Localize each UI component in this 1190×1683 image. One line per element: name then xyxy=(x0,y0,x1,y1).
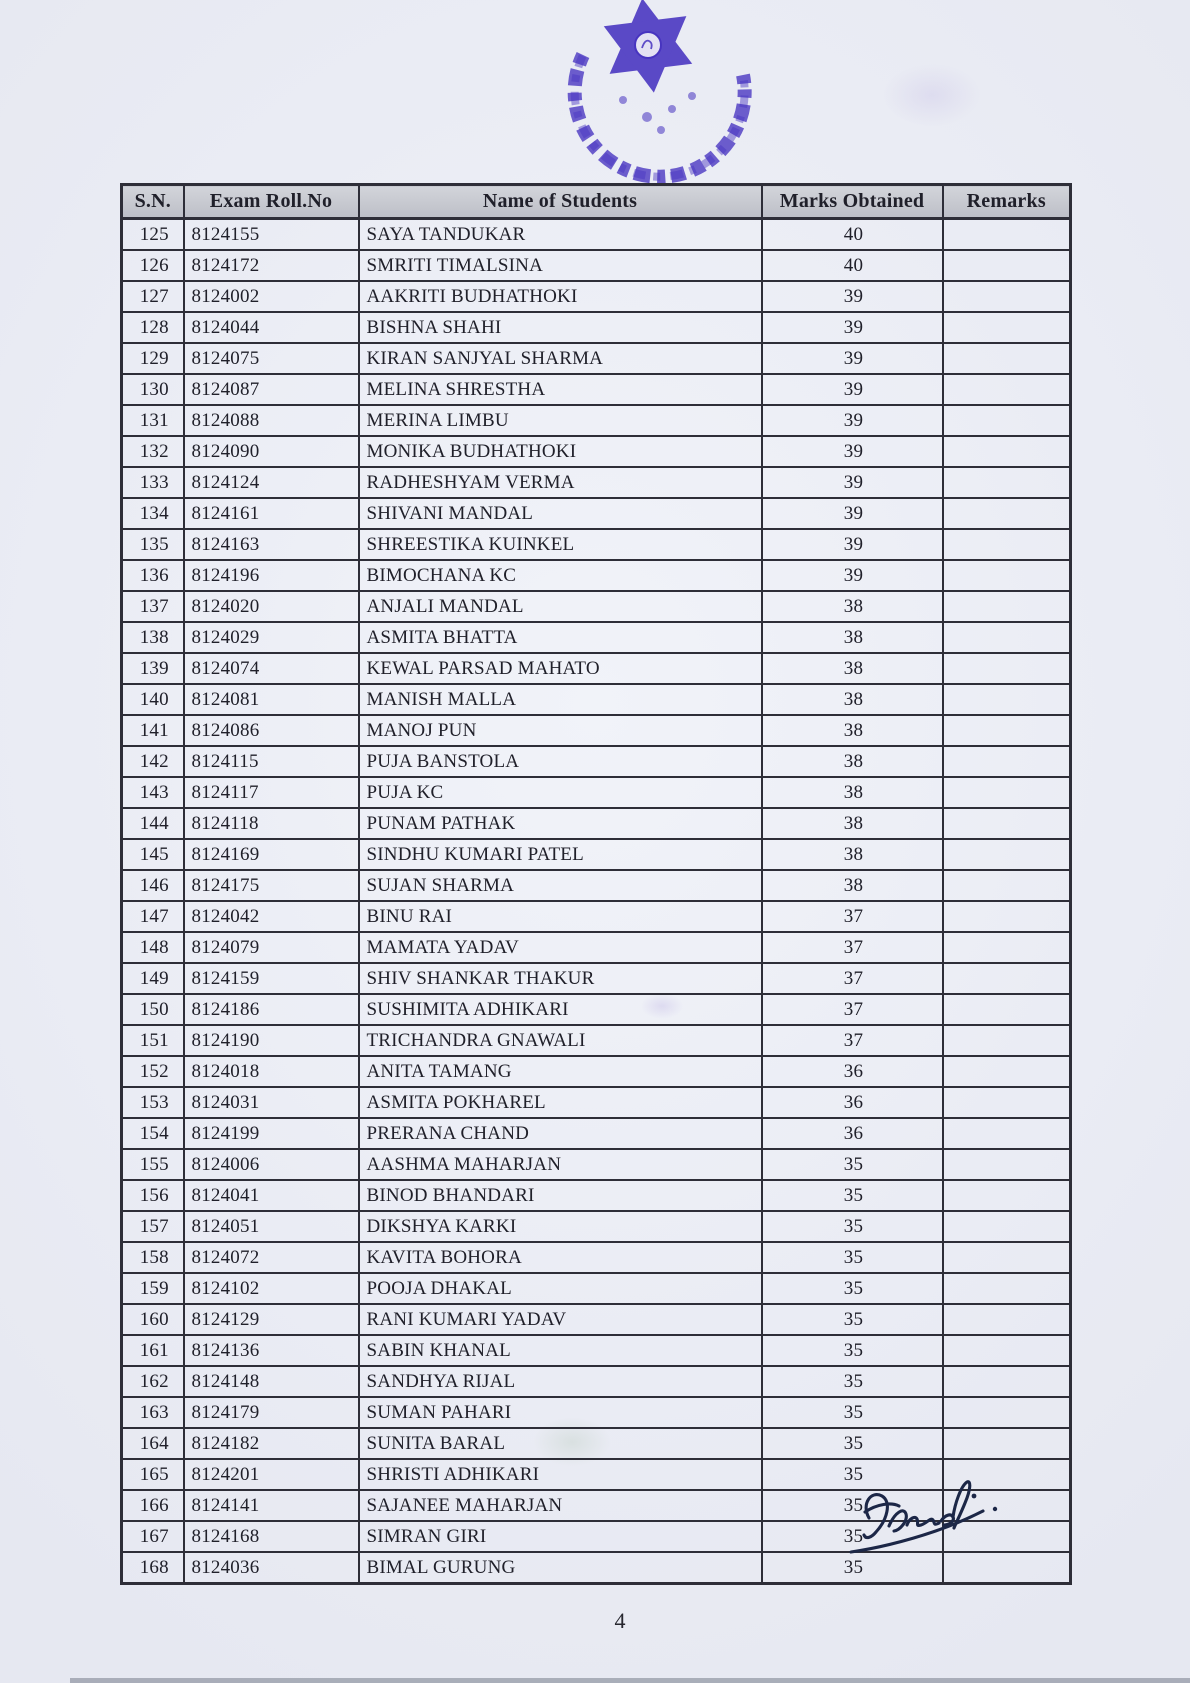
sn-cell: 148 xyxy=(122,932,184,963)
marks-cell: 35 xyxy=(762,1211,943,1242)
roll-cell: 8124041 xyxy=(184,1180,359,1211)
sn-cell: 125 xyxy=(122,219,184,251)
roll-cell: 8124002 xyxy=(184,281,359,312)
sn-cell: 133 xyxy=(122,467,184,498)
name-cell: BISHNA SHAHI xyxy=(359,312,762,343)
sn-cell: 161 xyxy=(122,1335,184,1366)
name-cell: KAVITA BOHORA xyxy=(359,1242,762,1273)
sn-cell: 168 xyxy=(122,1552,184,1584)
sn-cell: 138 xyxy=(122,622,184,653)
sn-cell: 144 xyxy=(122,808,184,839)
roll-cell: 8124136 xyxy=(184,1335,359,1366)
roll-cell: 8124086 xyxy=(184,715,359,746)
sn-cell: 132 xyxy=(122,436,184,467)
name-cell: MANOJ PUN xyxy=(359,715,762,746)
name-cell: SAJANEE MAHARJAN xyxy=(359,1490,762,1521)
sn-cell: 149 xyxy=(122,963,184,994)
marks-cell: 35 xyxy=(762,1459,943,1490)
remarks-cell xyxy=(943,1025,1071,1056)
name-cell: MERINA LIMBU xyxy=(359,405,762,436)
sn-cell: 158 xyxy=(122,1242,184,1273)
name-cell: PUJA BANSTOLA xyxy=(359,746,762,777)
remarks-cell xyxy=(943,1211,1071,1242)
roll-cell: 8124124 xyxy=(184,467,359,498)
roll-cell: 8124029 xyxy=(184,622,359,653)
sn-cell: 131 xyxy=(122,405,184,436)
roll-cell: 8124161 xyxy=(184,498,359,529)
name-cell: KEWAL PARSAD MAHATO xyxy=(359,653,762,684)
table-row xyxy=(122,560,1071,591)
name-cell: DIKSHYA KARKI xyxy=(359,1211,762,1242)
table-row xyxy=(122,622,1071,653)
sn-cell: 163 xyxy=(122,1397,184,1428)
marks-cell: 38 xyxy=(762,715,943,746)
remarks-cell xyxy=(943,839,1071,870)
name-cell: TRICHANDRA GNAWALI xyxy=(359,1025,762,1056)
marks-cell: 36 xyxy=(762,1087,943,1118)
marks-cell: 38 xyxy=(762,839,943,870)
roll-cell: 8124079 xyxy=(184,932,359,963)
roll-cell: 8124129 xyxy=(184,1304,359,1335)
marks-cell: 39 xyxy=(762,281,943,312)
remarks-cell xyxy=(943,436,1071,467)
remarks-cell xyxy=(943,808,1071,839)
sn-cell: 140 xyxy=(122,684,184,715)
remarks-cell xyxy=(943,932,1071,963)
marks-cell: 37 xyxy=(762,1025,943,1056)
marks-cell: 39 xyxy=(762,312,943,343)
roll-cell: 8124102 xyxy=(184,1273,359,1304)
ink-stamp-icon xyxy=(553,0,765,192)
table-row xyxy=(122,1118,1071,1149)
roll-cell: 8124006 xyxy=(184,1149,359,1180)
marks-cell: 38 xyxy=(762,591,943,622)
name-cell: PUNAM PATHAK xyxy=(359,808,762,839)
table-row xyxy=(122,1428,1071,1459)
name-cell: SABIN KHANAL xyxy=(359,1335,762,1366)
sn-cell: 157 xyxy=(122,1211,184,1242)
sn-cell: 128 xyxy=(122,312,184,343)
remarks-cell xyxy=(943,746,1071,777)
roll-cell: 8124036 xyxy=(184,1552,359,1584)
remarks-cell xyxy=(943,1428,1071,1459)
remarks-cell xyxy=(943,715,1071,746)
remarks-cell xyxy=(943,529,1071,560)
name-cell: SIMRAN GIRI xyxy=(359,1521,762,1552)
marks-cell: 38 xyxy=(762,622,943,653)
name-cell: ANITA TAMANG xyxy=(359,1056,762,1087)
roll-cell: 8124075 xyxy=(184,343,359,374)
sn-cell: 139 xyxy=(122,653,184,684)
roll-cell: 8124072 xyxy=(184,1242,359,1273)
sn-cell: 143 xyxy=(122,777,184,808)
name-cell: SAYA TANDUKAR xyxy=(359,219,762,251)
name-cell: BIMAL GURUNG xyxy=(359,1552,762,1584)
marks-cell: 40 xyxy=(762,250,943,281)
column-header-roll: Exam Roll.No xyxy=(184,185,359,219)
roll-cell: 8124051 xyxy=(184,1211,359,1242)
marks-cell: 38 xyxy=(762,746,943,777)
name-cell: SHIVANI MANDAL xyxy=(359,498,762,529)
name-cell: PUJA KC xyxy=(359,777,762,808)
remarks-cell xyxy=(943,281,1071,312)
marks-cell: 35 xyxy=(762,1428,943,1459)
table-row xyxy=(122,932,1071,963)
name-cell: MONIKA BUDHATHOKI xyxy=(359,436,762,467)
marks-cell: 37 xyxy=(762,963,943,994)
sn-cell: 142 xyxy=(122,746,184,777)
name-cell: RADHESHYAM VERMA xyxy=(359,467,762,498)
marks-cell: 35 xyxy=(762,1335,943,1366)
name-cell: ASMITA POKHAREL xyxy=(359,1087,762,1118)
table-row xyxy=(122,1180,1071,1211)
table-row xyxy=(122,684,1071,715)
name-cell: BIMOCHANA KC xyxy=(359,560,762,591)
roll-cell: 8124196 xyxy=(184,560,359,591)
marks-cell: 38 xyxy=(762,777,943,808)
marks-cell: 37 xyxy=(762,994,943,1025)
sn-cell: 130 xyxy=(122,374,184,405)
signature-icon xyxy=(843,1472,1015,1570)
marks-cell: 37 xyxy=(762,932,943,963)
table-row xyxy=(122,870,1071,901)
table-row xyxy=(122,250,1071,281)
roll-cell: 8124118 xyxy=(184,808,359,839)
table-row xyxy=(122,1211,1071,1242)
name-cell: RANI KUMARI YADAV xyxy=(359,1304,762,1335)
sn-cell: 126 xyxy=(122,250,184,281)
table-row xyxy=(122,529,1071,560)
marks-cell: 35 xyxy=(762,1304,943,1335)
name-cell: KIRAN SANJYAL SHARMA xyxy=(359,343,762,374)
marks-cell: 35 xyxy=(762,1273,943,1304)
table-row xyxy=(122,343,1071,374)
roll-cell: 8124155 xyxy=(184,219,359,251)
marks-cell: 35 xyxy=(762,1490,943,1521)
table-row xyxy=(122,498,1071,529)
table-row xyxy=(122,1366,1071,1397)
table-row xyxy=(122,777,1071,808)
table-row xyxy=(122,963,1071,994)
sn-cell: 154 xyxy=(122,1118,184,1149)
sn-cell: 150 xyxy=(122,994,184,1025)
table-row xyxy=(122,467,1071,498)
name-cell: ASMITA BHATTA xyxy=(359,622,762,653)
remarks-cell xyxy=(943,343,1071,374)
roll-cell: 8124115 xyxy=(184,746,359,777)
table-row xyxy=(122,1304,1071,1335)
remarks-cell xyxy=(943,870,1071,901)
sn-cell: 137 xyxy=(122,591,184,622)
remarks-cell xyxy=(943,777,1071,808)
marks-cell: 39 xyxy=(762,560,943,591)
remarks-cell xyxy=(943,1149,1071,1180)
roll-cell: 8124141 xyxy=(184,1490,359,1521)
roll-cell: 8124190 xyxy=(184,1025,359,1056)
marks-cell: 35 xyxy=(762,1242,943,1273)
roll-cell: 8124020 xyxy=(184,591,359,622)
table-row xyxy=(122,839,1071,870)
table-row xyxy=(122,374,1071,405)
sn-cell: 147 xyxy=(122,901,184,932)
roll-cell: 8124186 xyxy=(184,994,359,1025)
remarks-cell xyxy=(943,994,1071,1025)
remarks-cell xyxy=(943,591,1071,622)
sn-cell: 141 xyxy=(122,715,184,746)
table-row xyxy=(122,281,1071,312)
table-row xyxy=(122,1149,1071,1180)
table-row xyxy=(122,1087,1071,1118)
roll-cell: 8124179 xyxy=(184,1397,359,1428)
name-cell: SANDHYA RIJAL xyxy=(359,1366,762,1397)
name-cell: POOJA DHAKAL xyxy=(359,1273,762,1304)
table-row xyxy=(122,653,1071,684)
sn-cell: 135 xyxy=(122,529,184,560)
roll-cell: 8124117 xyxy=(184,777,359,808)
marks-cell: 38 xyxy=(762,653,943,684)
sn-cell: 155 xyxy=(122,1149,184,1180)
roll-cell: 8124182 xyxy=(184,1428,359,1459)
roll-cell: 8124163 xyxy=(184,529,359,560)
marks-cell: 36 xyxy=(762,1118,943,1149)
sn-cell: 127 xyxy=(122,281,184,312)
remarks-cell xyxy=(943,1180,1071,1211)
marks-cell: 35 xyxy=(762,1149,943,1180)
marks-cell: 38 xyxy=(762,684,943,715)
remarks-cell xyxy=(943,1366,1071,1397)
remarks-cell xyxy=(943,1087,1071,1118)
marks-cell: 39 xyxy=(762,467,943,498)
remarks-cell xyxy=(943,250,1071,281)
name-cell: MANISH MALLA xyxy=(359,684,762,715)
table-row xyxy=(122,715,1071,746)
name-cell: SUJAN SHARMA xyxy=(359,870,762,901)
marks-cell: 38 xyxy=(762,808,943,839)
sn-cell: 166 xyxy=(122,1490,184,1521)
roll-cell: 8124088 xyxy=(184,405,359,436)
table-header-row xyxy=(122,185,1071,219)
remarks-cell xyxy=(943,467,1071,498)
marks-cell: 38 xyxy=(762,870,943,901)
column-header-sn: S.N. xyxy=(122,185,184,219)
roll-cell: 8124042 xyxy=(184,901,359,932)
table-row xyxy=(122,1242,1071,1273)
remarks-cell xyxy=(943,901,1071,932)
remarks-cell xyxy=(943,653,1071,684)
sn-cell: 159 xyxy=(122,1273,184,1304)
marks-cell: 39 xyxy=(762,374,943,405)
sn-cell: 164 xyxy=(122,1428,184,1459)
name-cell: ANJALI MANDAL xyxy=(359,591,762,622)
table-row xyxy=(122,591,1071,622)
roll-cell: 8124074 xyxy=(184,653,359,684)
name-cell: AASHMA MAHARJAN xyxy=(359,1149,762,1180)
table-row xyxy=(122,436,1071,467)
name-cell: SINDHU KUMARI PATEL xyxy=(359,839,762,870)
table-row xyxy=(122,901,1071,932)
roll-cell: 8124031 xyxy=(184,1087,359,1118)
marks-cell: 39 xyxy=(762,405,943,436)
roll-cell: 8124087 xyxy=(184,374,359,405)
table-row xyxy=(122,1056,1071,1087)
name-cell: SUSHIMITA ADHIKARI xyxy=(359,994,762,1025)
name-cell: SUNITA BARAL xyxy=(359,1428,762,1459)
marks-cell: 37 xyxy=(762,901,943,932)
remarks-cell xyxy=(943,1273,1071,1304)
table-row xyxy=(122,994,1071,1025)
remarks-cell xyxy=(943,1242,1071,1273)
results-table xyxy=(120,183,1072,1585)
remarks-cell xyxy=(943,963,1071,994)
roll-cell: 8124081 xyxy=(184,684,359,715)
table-row xyxy=(122,312,1071,343)
sn-cell: 160 xyxy=(122,1304,184,1335)
roll-cell: 8124168 xyxy=(184,1521,359,1552)
name-cell: SHIV SHANKAR THAKUR xyxy=(359,963,762,994)
sn-cell: 165 xyxy=(122,1459,184,1490)
remarks-cell xyxy=(943,405,1071,436)
marks-cell: 40 xyxy=(762,219,943,251)
marks-cell: 39 xyxy=(762,498,943,529)
remarks-cell xyxy=(943,498,1071,529)
page-number: 4 xyxy=(614,1608,626,1633)
name-cell: BINOD BHANDARI xyxy=(359,1180,762,1211)
sn-cell: 145 xyxy=(122,839,184,870)
remarks-cell xyxy=(943,312,1071,343)
marks-cell: 36 xyxy=(762,1056,943,1087)
name-cell: SMRITI TIMALSINA xyxy=(359,250,762,281)
sn-cell: 146 xyxy=(122,870,184,901)
scan-edge xyxy=(70,1678,1190,1683)
roll-cell: 8124172 xyxy=(184,250,359,281)
remarks-cell xyxy=(943,1397,1071,1428)
marks-cell: 35 xyxy=(762,1521,943,1552)
roll-cell: 8124148 xyxy=(184,1366,359,1397)
remarks-cell xyxy=(943,560,1071,591)
name-cell: MELINA SHRESTHA xyxy=(359,374,762,405)
remarks-cell xyxy=(943,684,1071,715)
table-row xyxy=(122,808,1071,839)
sn-cell: 129 xyxy=(122,343,184,374)
table-row xyxy=(122,1025,1071,1056)
table-row xyxy=(122,746,1071,777)
column-header-remarks: Remarks xyxy=(943,185,1071,219)
name-cell: PRERANA CHAND xyxy=(359,1118,762,1149)
roll-cell: 8124201 xyxy=(184,1459,359,1490)
remarks-cell xyxy=(943,622,1071,653)
name-cell: SUMAN PAHARI xyxy=(359,1397,762,1428)
sn-cell: 151 xyxy=(122,1025,184,1056)
marks-cell: 35 xyxy=(762,1180,943,1211)
table-row xyxy=(122,1397,1071,1428)
remarks-cell xyxy=(943,219,1071,251)
roll-cell: 8124175 xyxy=(184,870,359,901)
sn-cell: 136 xyxy=(122,560,184,591)
roll-cell: 8124090 xyxy=(184,436,359,467)
marks-cell: 35 xyxy=(762,1397,943,1428)
name-cell: AAKRITI BUDHATHOKI xyxy=(359,281,762,312)
marks-cell: 35 xyxy=(762,1552,943,1584)
name-cell: SHRISTI ADHIKARI xyxy=(359,1459,762,1490)
roll-cell: 8124169 xyxy=(184,839,359,870)
remarks-cell xyxy=(943,374,1071,405)
name-cell: BINU RAI xyxy=(359,901,762,932)
sn-cell: 156 xyxy=(122,1180,184,1211)
marks-cell: 39 xyxy=(762,529,943,560)
table-row xyxy=(122,219,1071,251)
roll-cell: 8124018 xyxy=(184,1056,359,1087)
remarks-cell xyxy=(943,1335,1071,1366)
roll-cell: 8124044 xyxy=(184,312,359,343)
remarks-cell xyxy=(943,1118,1071,1149)
marks-cell: 39 xyxy=(762,436,943,467)
name-cell: SHREESTIKA KUINKEL xyxy=(359,529,762,560)
marks-cell: 39 xyxy=(762,343,943,374)
sn-cell: 153 xyxy=(122,1087,184,1118)
sn-cell: 162 xyxy=(122,1366,184,1397)
sn-cell: 134 xyxy=(122,498,184,529)
sn-cell: 152 xyxy=(122,1056,184,1087)
roll-cell: 8124199 xyxy=(184,1118,359,1149)
column-header-marks: Marks Obtained xyxy=(762,185,943,219)
sn-cell: 167 xyxy=(122,1521,184,1552)
roll-cell: 8124159 xyxy=(184,963,359,994)
remarks-cell xyxy=(943,1304,1071,1335)
table-row xyxy=(122,1335,1071,1366)
table-row xyxy=(122,405,1071,436)
table-row xyxy=(122,1273,1071,1304)
remarks-cell xyxy=(943,1056,1071,1087)
name-cell: MAMATA YADAV xyxy=(359,932,762,963)
marks-cell: 35 xyxy=(762,1366,943,1397)
column-header-name: Name of Students xyxy=(359,185,762,219)
